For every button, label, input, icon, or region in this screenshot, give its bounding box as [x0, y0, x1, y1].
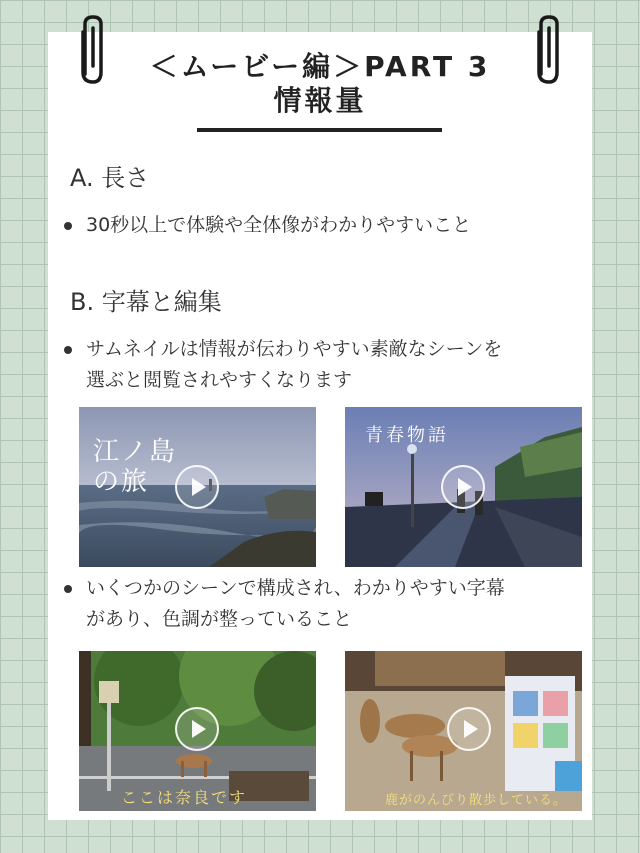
bullet-text-line-1: サムネイルは情報が伝わりやすい素敵なシーンを — [86, 338, 503, 360]
bullet-dot — [64, 585, 72, 593]
bullet-text — [86, 334, 596, 396]
play-icon[interactable] — [175, 707, 219, 751]
video-thumbnail-enoshima[interactable] — [79, 407, 316, 567]
bullet-text-line-2: があり、色調が整っていること — [86, 608, 353, 630]
video-thumbnail-nara-street[interactable] — [79, 651, 316, 811]
bullet-text — [86, 573, 596, 635]
bullet-dot — [64, 222, 72, 230]
bullet-text-line-1: いくつかのシーンで構成され、わかりやすい字幕 — [86, 577, 505, 599]
title-line-2: 情報量 — [273, 84, 367, 117]
play-icon[interactable] — [175, 465, 219, 509]
section-a-heading: A. 長さ — [70, 164, 150, 192]
thumbnail-caption: 青春物語 — [365, 425, 449, 446]
thumbnail-caption: ここは奈良です — [121, 788, 248, 807]
bullet-dot — [64, 346, 72, 354]
bullet-text: 30秒以上で体験や全体像がわかりやすいこと — [86, 214, 472, 236]
section-b-heading: B. 字幕と編集 — [70, 288, 222, 316]
play-icon[interactable] — [441, 465, 485, 509]
play-icon[interactable] — [447, 707, 491, 751]
page-title — [48, 50, 592, 118]
video-thumbnail-seishun[interactable] — [345, 407, 582, 567]
thumbnail-caption: 江ノ島の旅 — [93, 437, 178, 497]
thumbnail-caption: 鹿がのんびり散歩している。 — [385, 793, 568, 808]
title-underline — [197, 128, 442, 132]
video-thumbnail-deer[interactable] — [345, 651, 582, 811]
title-line-1: ＜ムービー編＞PART 3 — [149, 50, 491, 83]
bullet-text-line-2: 選ぶと閲覧されやすくなります — [86, 369, 353, 391]
